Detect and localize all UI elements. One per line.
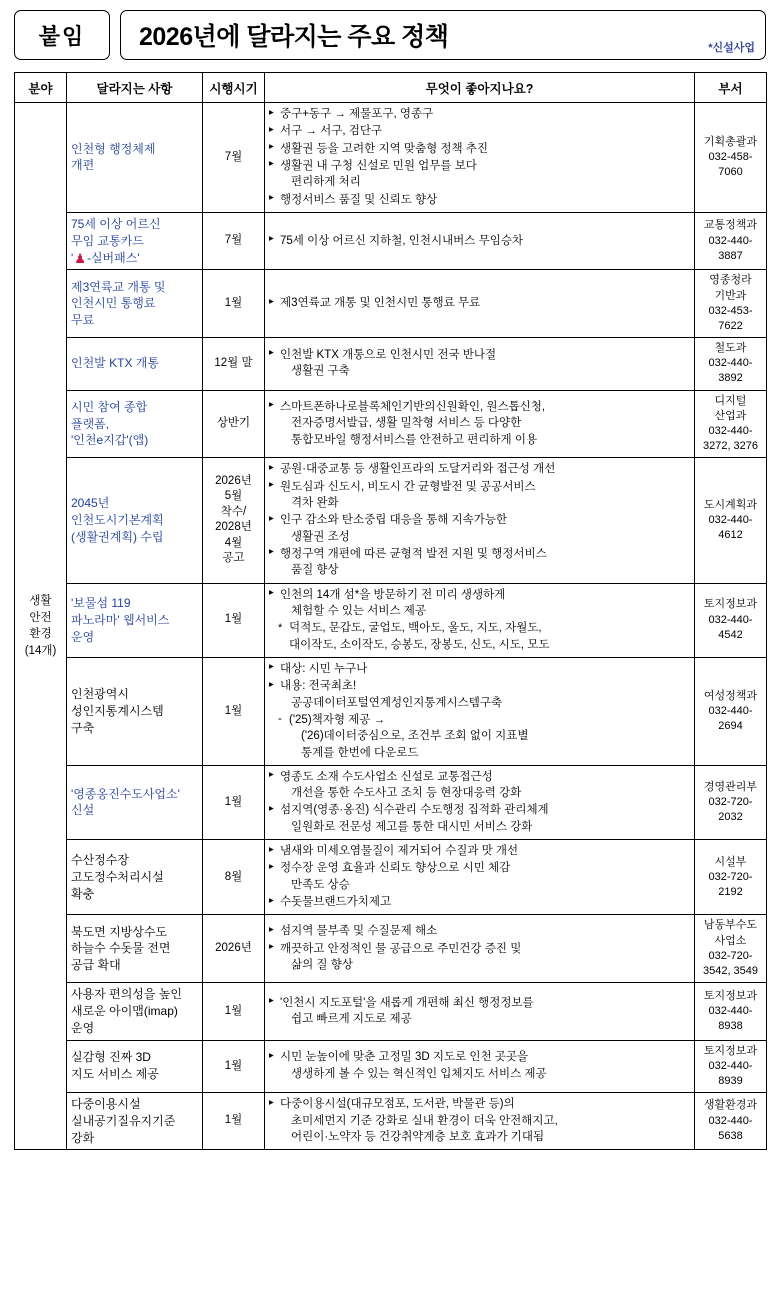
cell-department: 디지털 산업과 032-440- 3272, 3276 xyxy=(695,390,767,458)
table-body xyxy=(15,103,767,1150)
cell-change-item: 인천광역시 성인지통계시스템 구축 xyxy=(67,657,203,765)
benefit-item: ▸ 공원·대중교통 등 생활인프라의 도달거리와 접근성 개선 xyxy=(269,461,690,477)
benefit-list xyxy=(269,461,690,578)
benefit-list xyxy=(269,233,690,249)
benefit-item: ▸ 75세 이상 어르신 지하철, 인천시내버스 무임승차 xyxy=(269,233,690,249)
cell-benefit xyxy=(265,583,695,657)
table-row xyxy=(15,390,767,458)
cell-benefit xyxy=(265,657,695,765)
benefit-item: ▸ 인천의 14개 섬*을 방문하기 전 미리 생생하게 체험할 수 있는 서비스 제공 xyxy=(269,587,690,620)
cell-change-item: '영종옹진수도사업소' 신설 xyxy=(67,765,203,839)
attachment-label: 붙임 xyxy=(38,23,86,49)
benefit-list xyxy=(269,923,690,973)
benefit-item: ▸ 수돗물브랜드가치제고 xyxy=(269,894,690,910)
cell-start-date: 1월 xyxy=(203,1040,265,1093)
benefit-list xyxy=(269,295,690,311)
cell-change-item: 실감형 진짜 3D 지도 서비스 제공 xyxy=(67,1040,203,1093)
benefit-item: ▸ 서구 → 서구, 검단구 xyxy=(269,123,690,139)
cell-start-date: 7월 xyxy=(203,103,265,213)
table-row xyxy=(15,212,767,269)
cell-change-item: 75세 이상 어르신 무임 교통카드 ' ♟ -실버패스' xyxy=(67,212,203,269)
cell-start-date: 1월 xyxy=(203,583,265,657)
column-header-change: 달라지는 사항 xyxy=(67,73,203,103)
cell-start-date: 8월 xyxy=(203,840,265,915)
column-header-dept: 부서 xyxy=(695,73,767,103)
cell-start-date: 1월 xyxy=(203,765,265,839)
cell-department: 영종청라 기반과 032-453- 7622 xyxy=(695,270,767,338)
cell-benefit xyxy=(265,103,695,213)
cell-start-date: 상반기 xyxy=(203,390,265,458)
benefit-item: ▸ 제3연륙교 개통 및 인천시민 통행료 무료 xyxy=(269,295,690,311)
cell-start-date: 1월 xyxy=(203,1093,265,1150)
benefit-list xyxy=(269,106,690,208)
cell-department: 기획총괄과 032-458- 7060 xyxy=(695,103,767,213)
benefit-item: ▸ 대상: 시민 누구나 xyxy=(269,661,690,677)
benefit-item: ▸ '인천시 지도포털'을 새롭게 개편해 최신 행정정보를 쉽고 빠르게 지도로 제공 xyxy=(269,995,690,1028)
benefit-list xyxy=(269,661,690,761)
document-header xyxy=(14,10,766,60)
benefit-list xyxy=(269,995,690,1028)
table-row xyxy=(15,657,767,765)
table-row xyxy=(15,458,767,583)
cell-benefit xyxy=(265,765,695,839)
cell-start-date: 7월 xyxy=(203,212,265,269)
benefit-list xyxy=(269,843,690,910)
cell-department: 토지정보과 032-440- 8939 xyxy=(695,1040,767,1093)
column-header-field: 분야 xyxy=(15,73,67,103)
column-header-when: 시행시기 xyxy=(203,73,265,103)
benefit-list xyxy=(269,399,690,448)
benefit-item: ▸ 영종도 소재 수도사업소 신설로 교통접근성 개선을 통한 수도사고 조치 등 현장대응력 강화 xyxy=(269,769,690,802)
cell-field-category: 생활 안전 환경 (14개) xyxy=(15,103,67,1150)
cell-department: 시설부 032-720- 2192 xyxy=(695,840,767,915)
table-row xyxy=(15,103,767,213)
document-title-box xyxy=(120,10,766,60)
cell-department: 토지정보과 032-440- 4542 xyxy=(695,583,767,657)
benefit-item: ▸ 정수장 운영 효율과 신뢰도 향상으로 시민 체감 만족도 상승 xyxy=(269,860,690,893)
cell-change-item: 시민 참여 종합 플랫폼, '인천e지갑'(앱) xyxy=(67,390,203,458)
table-row xyxy=(15,915,767,983)
cell-benefit xyxy=(265,840,695,915)
cell-benefit xyxy=(265,1093,695,1150)
cell-change-item: 제3연륙교 개통 및 인천시민 통행료 무료 xyxy=(67,270,203,338)
benefit-item: ▸ 행정구역 개편에 따른 균형적 발전 지원 및 행정서비스 품질 향상 xyxy=(269,546,690,579)
table-row xyxy=(15,270,767,338)
cell-department: 토지정보과 032-440- 8938 xyxy=(695,983,767,1040)
cell-department: 여성정책과 032-440- 2694 xyxy=(695,657,767,765)
page-title: 2026년에 달라지는 주요 정책 xyxy=(139,23,449,51)
benefit-item: ▸ 행정서비스 품질 및 신뢰도 향상 xyxy=(269,192,690,208)
cell-department: 남동부수도 사업소 032-720- 3542, 3549 xyxy=(695,915,767,983)
cell-department: 생활환경과 032-440- 5638 xyxy=(695,1093,767,1150)
cell-start-date: 2026년 xyxy=(203,915,265,983)
benefit-item: ▸ 냄새와 미세오염물질이 제거되어 수질과 맛 개선 xyxy=(269,843,690,859)
cell-change-item: 2045년 인천도시기본계획 (생활권계획) 수립 xyxy=(67,458,203,583)
cell-benefit xyxy=(265,270,695,338)
benefit-list xyxy=(269,1096,690,1145)
table-header xyxy=(15,73,767,103)
cell-change-item: 사용자 편의성을 높인 새로운 아이맵(imap) 운영 xyxy=(67,983,203,1040)
benefit-item: ▸ 내용: 전국최초! 공공데이터포털연계성인지통계시스템구축 xyxy=(269,678,690,711)
table-row xyxy=(15,583,767,657)
table-row xyxy=(15,1040,767,1093)
silver-pass-icon: ♟ xyxy=(74,251,86,267)
benefit-list xyxy=(269,587,690,653)
column-header-benefit: 무엇이 좋아지나요? xyxy=(265,73,695,103)
benefit-item: ▸ 인천발 KTX 개통으로 인천시민 전국 반나절 생활권 구축 xyxy=(269,347,690,380)
cell-department: 교통정책과 032-440- 3887 xyxy=(695,212,767,269)
benefit-sub-item: - ('25)책자형 제공 → ('26)데이터중심으로, 조건부 조회 없이 지표별 통계를 한번에 다운로드 xyxy=(269,712,690,761)
benefit-item: ▸ 중구+동구 → 제물포구, 영종구 xyxy=(269,106,690,122)
benefit-item: ▸ 인구 감소와 탄소중립 대응을 통해 지속가능한 생활권 조성 xyxy=(269,512,690,545)
cell-benefit xyxy=(265,983,695,1040)
benefit-item: ▸ 시민 눈높이에 맞춘 고정밀 3D 지도로 인천 곳곳을 생생하게 볼 수 있는 혁신적인 입체지도 서비스 제공 xyxy=(269,1049,690,1082)
cell-benefit xyxy=(265,390,695,458)
table-row xyxy=(15,765,767,839)
cell-benefit xyxy=(265,338,695,391)
cell-start-date: 1월 xyxy=(203,657,265,765)
cell-department: 철도과 032-440- 3892 xyxy=(695,338,767,391)
cell-benefit xyxy=(265,1040,695,1093)
cell-change-item: 북도면 지방상수도 하늘수 수돗물 전면 공급 확대 xyxy=(67,915,203,983)
benefit-item: ▸ 원도심과 신도시, 비도시 간 균형발전 및 공공서비스 격차 완화 xyxy=(269,479,690,512)
cell-department: 경영관리부 032-720- 2032 xyxy=(695,765,767,839)
title-footnote: *신설사업 xyxy=(708,42,755,54)
policy-table xyxy=(14,72,767,1150)
attachment-label-box xyxy=(14,10,110,60)
benefit-item: ▸ 섬지역 물부족 및 수질문제 해소 xyxy=(269,923,690,939)
cell-department: 도시계획과 032-440- 4612 xyxy=(695,458,767,583)
cell-change-item: 다중이용시설 실내공기질유지기준 강화 xyxy=(67,1093,203,1150)
benefit-item: ▸ 생활권 내 구청 신설로 민원 업무를 보다 편리하게 처리 xyxy=(269,158,690,191)
table-row xyxy=(15,338,767,391)
cell-start-date: 2026년 5월 착수/ 2028년 4월 공고 xyxy=(203,458,265,583)
benefit-footnote: * 덕적도, 문갑도, 굴업도, 백아도, 울도, 지도, 자월도, 대이작도, 소이작도, 승봉도, 장봉도, 신도, 시도, 모도 xyxy=(269,620,690,653)
cell-change-item: 인천발 KTX 개통 xyxy=(67,338,203,391)
benefit-item: ▸ 스마트폰하나로블록체인기반의신원확인, 원스톱신청, 전자증명서발급, 생활 밀착형 서비스 등 다양한 통합모바일 행정서비스를 안전하고 편리하게 이용 xyxy=(269,399,690,448)
benefit-item: ▸ 섬지역(영종·옹진) 식수관리 수도행정 집적화 관리체계 일원화로 전문성 제고를 통한 대시민 서비스 강화 xyxy=(269,802,690,835)
cell-change-item: 인천형 행정체제 개편 xyxy=(67,103,203,213)
table-row xyxy=(15,840,767,915)
cell-benefit xyxy=(265,915,695,983)
benefit-item: ▸ 생활권 등을 고려한 지역 맞춤형 정책 추진 xyxy=(269,141,690,157)
benefit-list xyxy=(269,1049,690,1082)
cell-start-date: 1월 xyxy=(203,983,265,1040)
cell-benefit xyxy=(265,458,695,583)
cell-change-item: '보물섬 119 파노라마' 웹서비스 운영 xyxy=(67,583,203,657)
table-row xyxy=(15,1093,767,1150)
table-header-row xyxy=(15,73,767,103)
cell-change-item: 수산정수장 고도정수처리시설 확충 xyxy=(67,840,203,915)
benefit-list xyxy=(269,769,690,835)
cell-start-date: 1월 xyxy=(203,270,265,338)
benefit-list xyxy=(269,347,690,380)
table-row xyxy=(15,983,767,1040)
benefit-item: ▸ 깨끗하고 안정적인 물 공급으로 주민건강 증진 및 삶의 질 향상 xyxy=(269,941,690,974)
cell-benefit xyxy=(265,212,695,269)
cell-start-date: 12월 말 xyxy=(203,338,265,391)
benefit-item: ▸ 다중이용시설(대규모점포, 도서관, 박물관 등)의 초미세먼지 기준 강화로 실내 환경이 더욱 안전해지고, 어린이·노약자 등 건강취약계층 보호 효과가 기대됨 xyxy=(269,1096,690,1145)
